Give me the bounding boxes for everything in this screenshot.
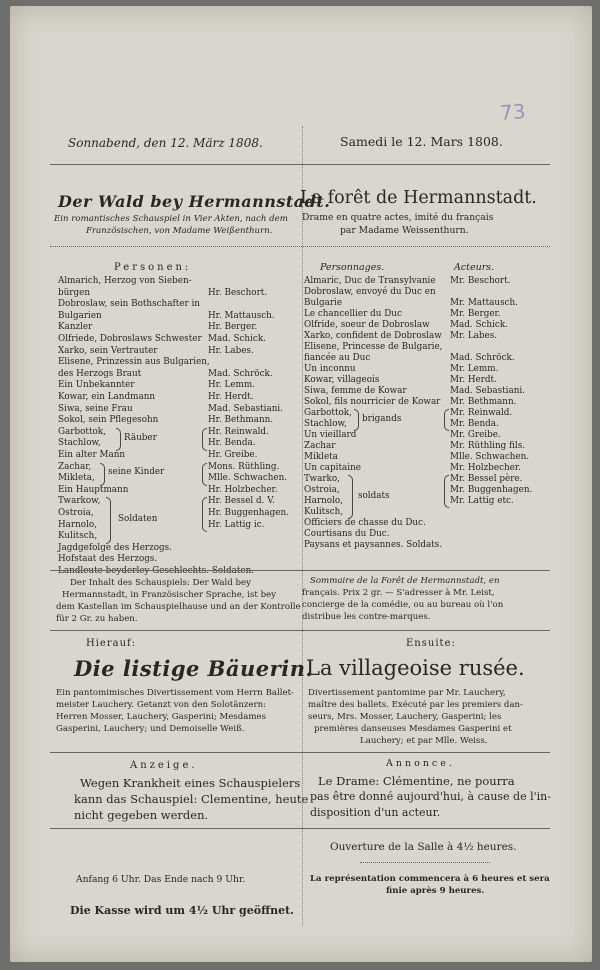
cast-french-actor: Mr. Lattig etc.	[450, 496, 514, 506]
brace-actors-kinder	[202, 463, 207, 486]
cast-french-role: Harnolo,	[304, 496, 343, 506]
notice-head-french: Annonce.	[386, 758, 455, 769]
cast-french-actor: Mr. Benda.	[450, 419, 499, 429]
cast-german-role: des Herzogs Braut	[58, 368, 142, 379]
cast-german-actor: Mad. Schröck.	[208, 368, 273, 379]
cast-french-actor: Mr. Buggenhagen.	[450, 485, 533, 495]
cast-german-role: Almarich, Herzog von Sieben-	[58, 276, 192, 286]
cast-french-actor: Mr. Beschort.	[450, 276, 511, 286]
cast-german-role: Stachlow,	[58, 438, 101, 449]
play-subtitle-french-1: Drame en quatre actes, imité du français	[302, 212, 494, 223]
cast-german-role: Jagdgefolge des Herzogs.	[58, 542, 172, 553]
brace-soldats	[348, 475, 353, 519]
summary-german-3: dem Kastellan im Schauspielhause und an der Kontrolle	[56, 602, 301, 612]
cast-french-role: Mikleta	[304, 452, 338, 462]
cast-german-role: Sokol, sein Pflegesohn	[58, 415, 159, 426]
cast-french-role: Officiers de chasse du Duc.	[304, 518, 426, 528]
cast-french-actor: Mr. Lemm.	[450, 364, 499, 374]
cast-german-role: Elisene, Prinzessin aus Bulgarien,	[58, 357, 210, 368]
second-french-3: seurs, Mrs. Mosser, Lauchery, Gasperini; les	[308, 712, 502, 722]
second-french-1: Divertissement pantomime par Mr. Lauchery,	[308, 688, 506, 698]
cast-german-role: Xarko, sein Vertrauter	[58, 345, 158, 356]
cast-french-actor: Mad. Schick.	[450, 320, 508, 330]
summary-german-2: Hermannstadt, in Französischer Sprache, ist bey	[62, 590, 277, 600]
cast-german-actor: Hr. Herdt.	[208, 392, 254, 402]
cast-german-role: Olfriede, Dobroslaws Schwester	[58, 334, 202, 344]
cast-german-role: Landleute beyderley Geschlechts. Soldaten.	[58, 566, 255, 576]
cast-french-role: Kulitsch,	[304, 507, 344, 517]
cast-german-actor: Hr. Berger.	[208, 322, 258, 333]
cast-german-role: Ein Hauptmann	[58, 484, 129, 495]
cast-french-role: Paysans et paysannes. Soldats.	[304, 540, 443, 550]
archive-number: 73	[499, 99, 527, 125]
cast-german-role: Kanzler	[58, 322, 93, 333]
title-rule	[50, 246, 550, 247]
summary-french-2: français. Prix 2 gr. — S'adresser à Mr. Leist,	[302, 588, 495, 598]
notice-german-3: nicht gegeben werden.	[74, 808, 209, 822]
cast-list-french	[302, 276, 572, 566]
second-lead-german: Hierauf:	[86, 638, 137, 649]
cast-french-actor: Mr. Reinwald.	[450, 408, 513, 418]
notice-german-1: Wegen Krankheit eines Schauspielers	[80, 776, 301, 790]
cast-french-actor: Mad. Schröck.	[450, 353, 515, 363]
cast-french-role: Courtisans du Duc.	[304, 529, 390, 539]
cast-german-role: Dobroslaw, sein Bothschafter in	[58, 299, 200, 310]
playbill-sheet	[10, 6, 592, 962]
cast-header-german: Personen:	[114, 262, 192, 273]
second-title-german: Die listige Bäuerin.	[74, 656, 314, 681]
group-soldats: soldats	[358, 490, 390, 501]
notice-french-3: disposition d'un acteur.	[310, 806, 441, 819]
cast-french-role: Zachar	[304, 441, 336, 451]
cast-french-role: Un vieillard	[304, 430, 357, 440]
times-german-2: Die Kasse wird um 4½ Uhr geöffnet.	[70, 904, 295, 917]
cast-header-french-actors: Acteurs.	[454, 262, 495, 273]
cast-french-actor: Mr. Mattausch.	[450, 298, 518, 308]
group-raeuber: Räuber	[124, 432, 157, 443]
cast-french-actor: Mr. Greibe.	[450, 430, 501, 440]
notice-rule	[50, 828, 550, 829]
cast-french-role: Garbottok,	[304, 408, 352, 418]
cast-german-role: Ein Unbekannter	[58, 380, 135, 391]
cast-german-actor: Hr. Bethmann.	[208, 415, 274, 426]
cast-german-role: Kowar, ein Landmann	[58, 392, 156, 402]
brace-raeuber	[116, 428, 121, 451]
cast-french-role: Bulgarie	[304, 298, 343, 308]
brace-soldaten	[106, 497, 111, 543]
summary-german-4: für 2 Gr. zu haben.	[56, 614, 138, 624]
second-rule	[50, 752, 550, 753]
cast-german-role: Zachar,	[58, 461, 92, 472]
notice-head-german: Anzeige.	[130, 760, 198, 771]
second-french-2: maître des ballets. Exécuté par les premiers dan-	[308, 700, 523, 710]
second-french-5: Lauchery; et par Mlle. Weiss.	[360, 736, 488, 746]
cast-german-actor: Mlle. Schwachen.	[208, 473, 288, 484]
second-german-4: Gasperini, Lauchery; und Demoiselle Weiß.	[56, 724, 245, 734]
play-title-french: La forêt de Hermannstadt.	[300, 188, 537, 208]
cast-german-role: Kulitsch,	[58, 531, 98, 542]
cast-german-actor: Hr. Reinwald.	[208, 426, 269, 437]
summary-french-4: distribue les contre-marques.	[302, 612, 431, 622]
cast-french-actor: Mr. Holzbecher.	[450, 463, 521, 473]
second-german-2: meister Lauchery. Getanzt von den Solotänzern:	[56, 700, 267, 710]
cast-german-role: Siwa, seine Frau	[58, 403, 133, 414]
cast-french-role: Le chancellier du Duc	[304, 309, 402, 319]
cast-french-actor: Mr. Labes.	[450, 331, 498, 341]
cast-french-actor: Mr. Berger.	[450, 309, 501, 319]
notice-german-2: kann das Schauspiel: Clementine, heute	[74, 792, 309, 806]
cast-french-actor: Mr. Rüthling fils.	[450, 441, 526, 451]
cast-german-actor: Hr. Mattausch.	[208, 310, 275, 321]
cast-french-role: Sokol, fils nourricier de Kowar	[304, 397, 441, 407]
brace-actors-brigands	[444, 409, 449, 431]
cast-french-actor: Mlle. Schwachen.	[450, 452, 530, 462]
summary-rule	[50, 630, 550, 631]
cast-french-role: Xarko, confident de Dobroslaw	[304, 331, 442, 341]
cast-french-actor: Mr. Bessel père.	[450, 474, 523, 484]
second-lead-french: Ensuite:	[406, 638, 456, 649]
cast-german-actor: Hr. Holzbecher.	[208, 484, 278, 495]
summary-french-1: Sommaire de la Forêt de Hermannstadt, en	[310, 576, 500, 586]
cast-german-actor: Mad. Schick.	[208, 334, 266, 344]
cast-german-actor: Hr. Greibe.	[208, 450, 258, 460]
cast-french-role: Kowar, villageois	[304, 375, 380, 385]
cast-german-actor: Hr. Beschort.	[208, 287, 268, 298]
header-rule	[50, 164, 550, 165]
cast-german-actor: Hr. Buggenhagen.	[208, 508, 289, 518]
cast-french-role: Un capitaine	[304, 463, 361, 473]
brace-actors-soldaten	[202, 497, 207, 532]
second-german-1: Ein pantomimisches Divertissement vom Herrn Ballet-	[56, 688, 294, 698]
brace-actors-raeuber	[202, 428, 207, 451]
cast-german-actor: Hr. Lemm.	[208, 380, 256, 391]
times-french-1: Ouverture de la Salle à 4½ heures.	[330, 841, 517, 853]
cast-german-role: Mikleta,	[58, 473, 95, 484]
cast-french-role: Siwa, femme de Kowar	[304, 386, 407, 396]
cast-german-actor: Hr. Bessel d. V.	[208, 496, 275, 507]
cast-german-actor: Hr. Lattig ic.	[208, 519, 265, 530]
cast-german-role: Ostroia,	[58, 508, 94, 518]
cast-french-actor: Mr. Bethmann.	[450, 397, 517, 407]
brace-kinder	[100, 463, 105, 486]
cast-french-role: Olfride, soeur de Dobroslaw	[304, 320, 430, 330]
cast-german-actor: Mons. Rüthling.	[208, 461, 280, 472]
cast-french-role: fiancée au Duc	[304, 353, 371, 363]
cast-german-role: Ein alter Mann	[58, 450, 126, 460]
times-french-2: La représentation commencera à 6 heures et sera	[310, 874, 550, 884]
times-german-1: Anfang 6 Uhr. Das Ende nach 9 Uhr.	[76, 874, 246, 885]
cast-german-actor: Hr. Labes.	[208, 345, 254, 356]
cast-german-role: Twarkow,	[58, 496, 101, 507]
cast-french-role: Stachlow,	[304, 419, 347, 429]
notice-french-1: Le Drame: Clémentine, ne pourra	[318, 774, 515, 788]
group-kinder: seine Kinder	[108, 467, 165, 478]
notice-french-2: pas être donné aujourd'hui, à cause de l'in-	[310, 790, 551, 803]
cast-german-role: Garbottok,	[58, 426, 106, 437]
cast-french-role: Elisene, Princesse de Bulgarie,	[304, 342, 443, 352]
play-subtitle-german-2: Französischen, von Madame Weißenthurn.	[86, 226, 273, 236]
group-brigands: brigands	[362, 413, 402, 424]
second-title-french: La villageoise rusée.	[306, 656, 525, 680]
play-title-german: Der Wald bey Hermannstadt.	[58, 192, 331, 211]
cast-german-actor: Hr. Benda.	[208, 438, 256, 449]
summary-french-3: concierge de la comédie, ou au bureau où l'on	[302, 600, 504, 610]
brace-actors-soldats	[444, 475, 449, 508]
brace-brigands	[354, 409, 359, 431]
cast-french-role: Un inconnu	[304, 364, 356, 374]
cast-french-actor: Mad. Sebastiani.	[450, 386, 525, 396]
summary-german-1: Der Inhalt des Schauspiels: Der Wald bey	[70, 578, 251, 588]
cast-list-german	[58, 276, 296, 596]
times-french-3: finie après 9 heures.	[386, 886, 485, 896]
cast-german-role: Bulgarien	[58, 310, 102, 321]
date-german: Sonnabend, den 12. März 1808.	[68, 136, 263, 150]
cast-rule	[50, 570, 550, 571]
cast-french-actor: Mr. Herdt.	[450, 375, 497, 385]
cast-french-role: Almaric, Duc de Transylvanie	[304, 276, 436, 286]
second-german-3: Herren Mosser, Lauchery, Gasperini; Mesdames	[56, 712, 267, 722]
cast-german-actor: Mad. Sebastiani.	[208, 403, 283, 414]
cast-header-french-roles: Personnages.	[320, 262, 385, 273]
cast-french-role: Twarko,	[304, 474, 340, 484]
play-subtitle-german-1: Ein romantisches Schauspiel in Vier Akten, nach dem	[54, 214, 288, 224]
date-french: Samedi le 12. Mars 1808.	[340, 134, 503, 149]
cast-french-role: Ostroia,	[304, 485, 340, 495]
times-rule-fr	[360, 862, 490, 863]
play-subtitle-french-2: par Madame Weissenthurn.	[340, 225, 469, 236]
group-soldaten: Soldaten	[118, 513, 158, 524]
cast-german-role: Hofstaat des Herzogs.	[58, 554, 158, 565]
cast-german-role: Harnolo,	[58, 519, 97, 530]
second-french-4: premières danseuses Mesdames Gasperini et	[314, 724, 512, 734]
cast-french-role: Dobroslaw, envoyé du Duc en	[304, 287, 436, 297]
cast-german-role: bürgen	[58, 287, 91, 298]
